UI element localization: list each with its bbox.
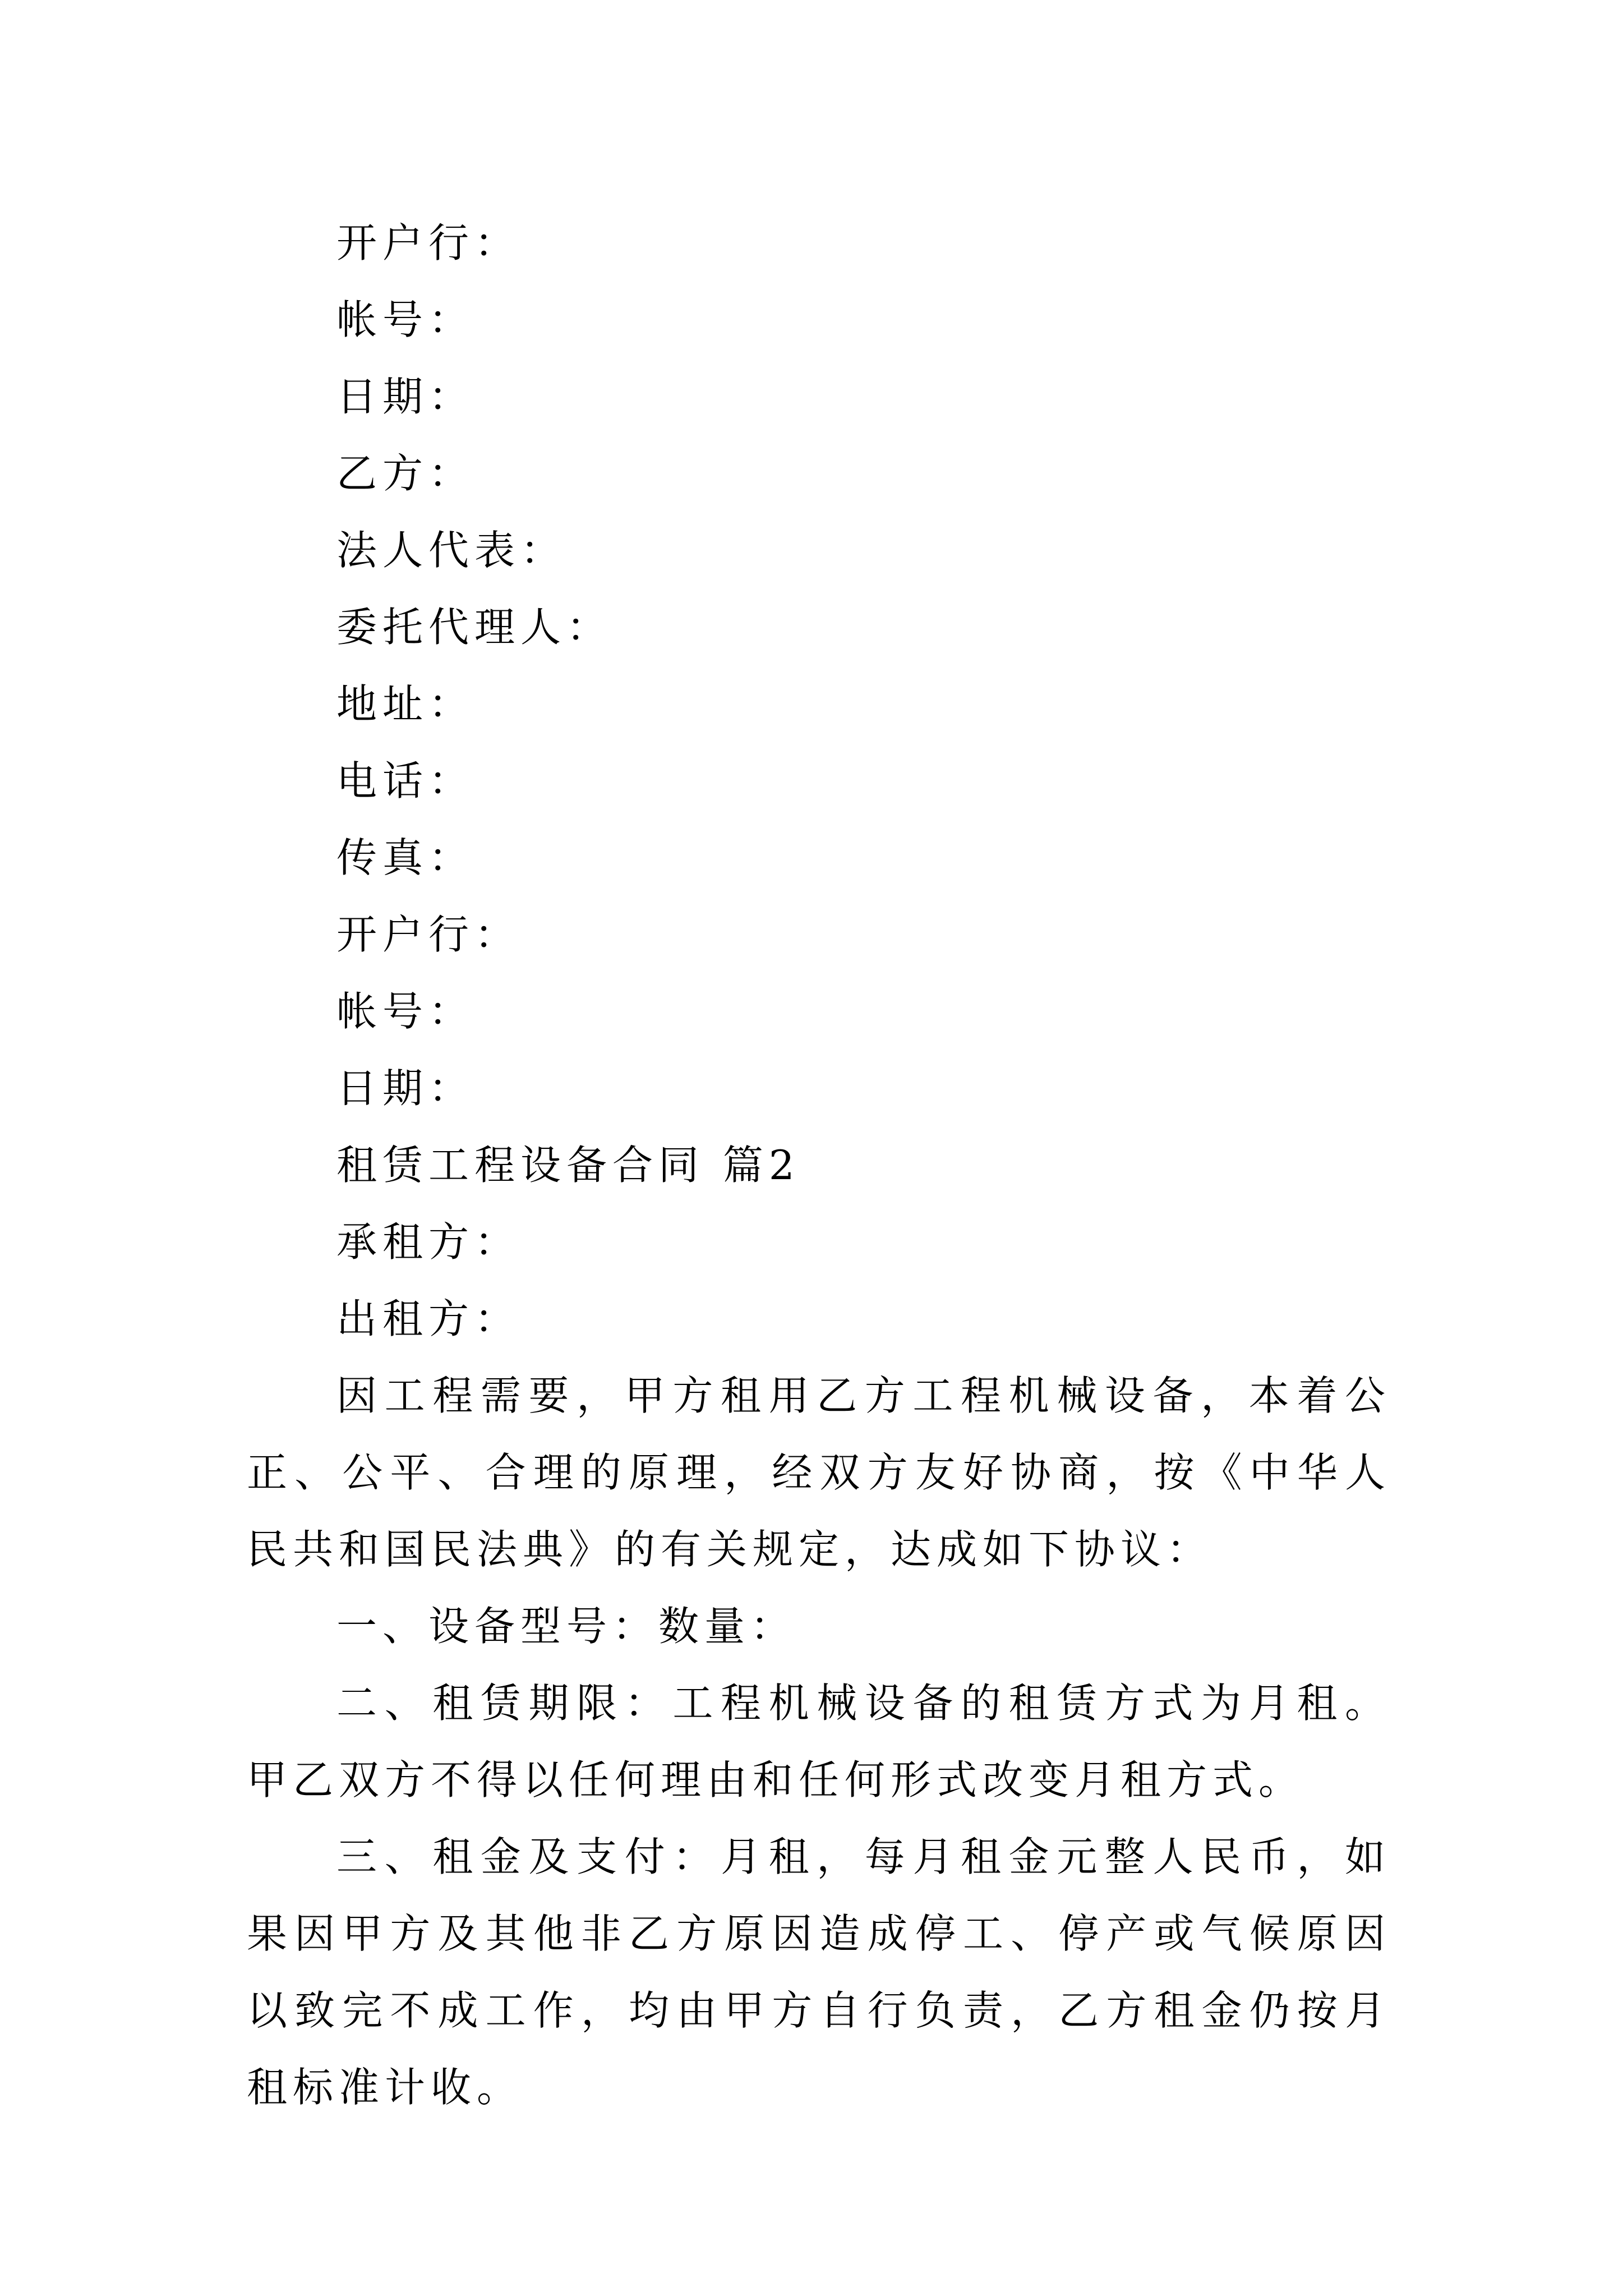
contract-2-title: 租赁工程设备合同 篇2	[336, 1142, 800, 1189]
party-b-bank-field: 开户行：	[336, 911, 521, 958]
party-b-phone-field: 电话：	[336, 757, 475, 804]
party-b-legal-rep-field: 法人代表：	[336, 527, 567, 574]
party-b-account-field: 帐号：	[336, 988, 475, 1035]
party-b-fax-field: 传真：	[336, 834, 475, 881]
party-b-label: 乙方：	[336, 450, 475, 497]
clause-2-paragraph: 二、租赁期限：工程机械设备的租赁方式为月租。甲乙双方不得以任何理由和任何形式改变月租方式。	[247, 1680, 1391, 1803]
clause-3-paragraph: 三、租金及支付：月租，每月租金元整人民币，如果因甲方及其他非乙方原因造成停工、停产或气候原因以致完不成工作，均由甲方自行负责，乙方租金仍按月租标准计收。	[247, 1833, 1391, 2111]
party-b-address-field: 地址：	[336, 680, 475, 728]
party-b-agent-field: 委托代理人：	[336, 604, 613, 651]
party-a-account-field: 帐号：	[336, 296, 475, 343]
party-a-bank-field: 开户行：	[336, 219, 521, 266]
document-body	[247, 205, 1391, 2126]
lessee-field: 承租方：	[336, 1218, 521, 1266]
clause-1-paragraph: 一、设备型号：数量：	[336, 1603, 797, 1650]
lessor-field: 出租方：	[336, 1295, 521, 1342]
party-b-date-field: 日期：	[336, 1065, 475, 1112]
party-a-date-field: 日期：	[336, 373, 475, 420]
intro-paragraph: 因工程需要，甲方租用乙方工程机械设备，本着公正、公平、合理的原理，经双方友好协商，按《中华人民共和国民法典》的有关规定，达成如下协议：	[247, 1372, 1391, 1573]
